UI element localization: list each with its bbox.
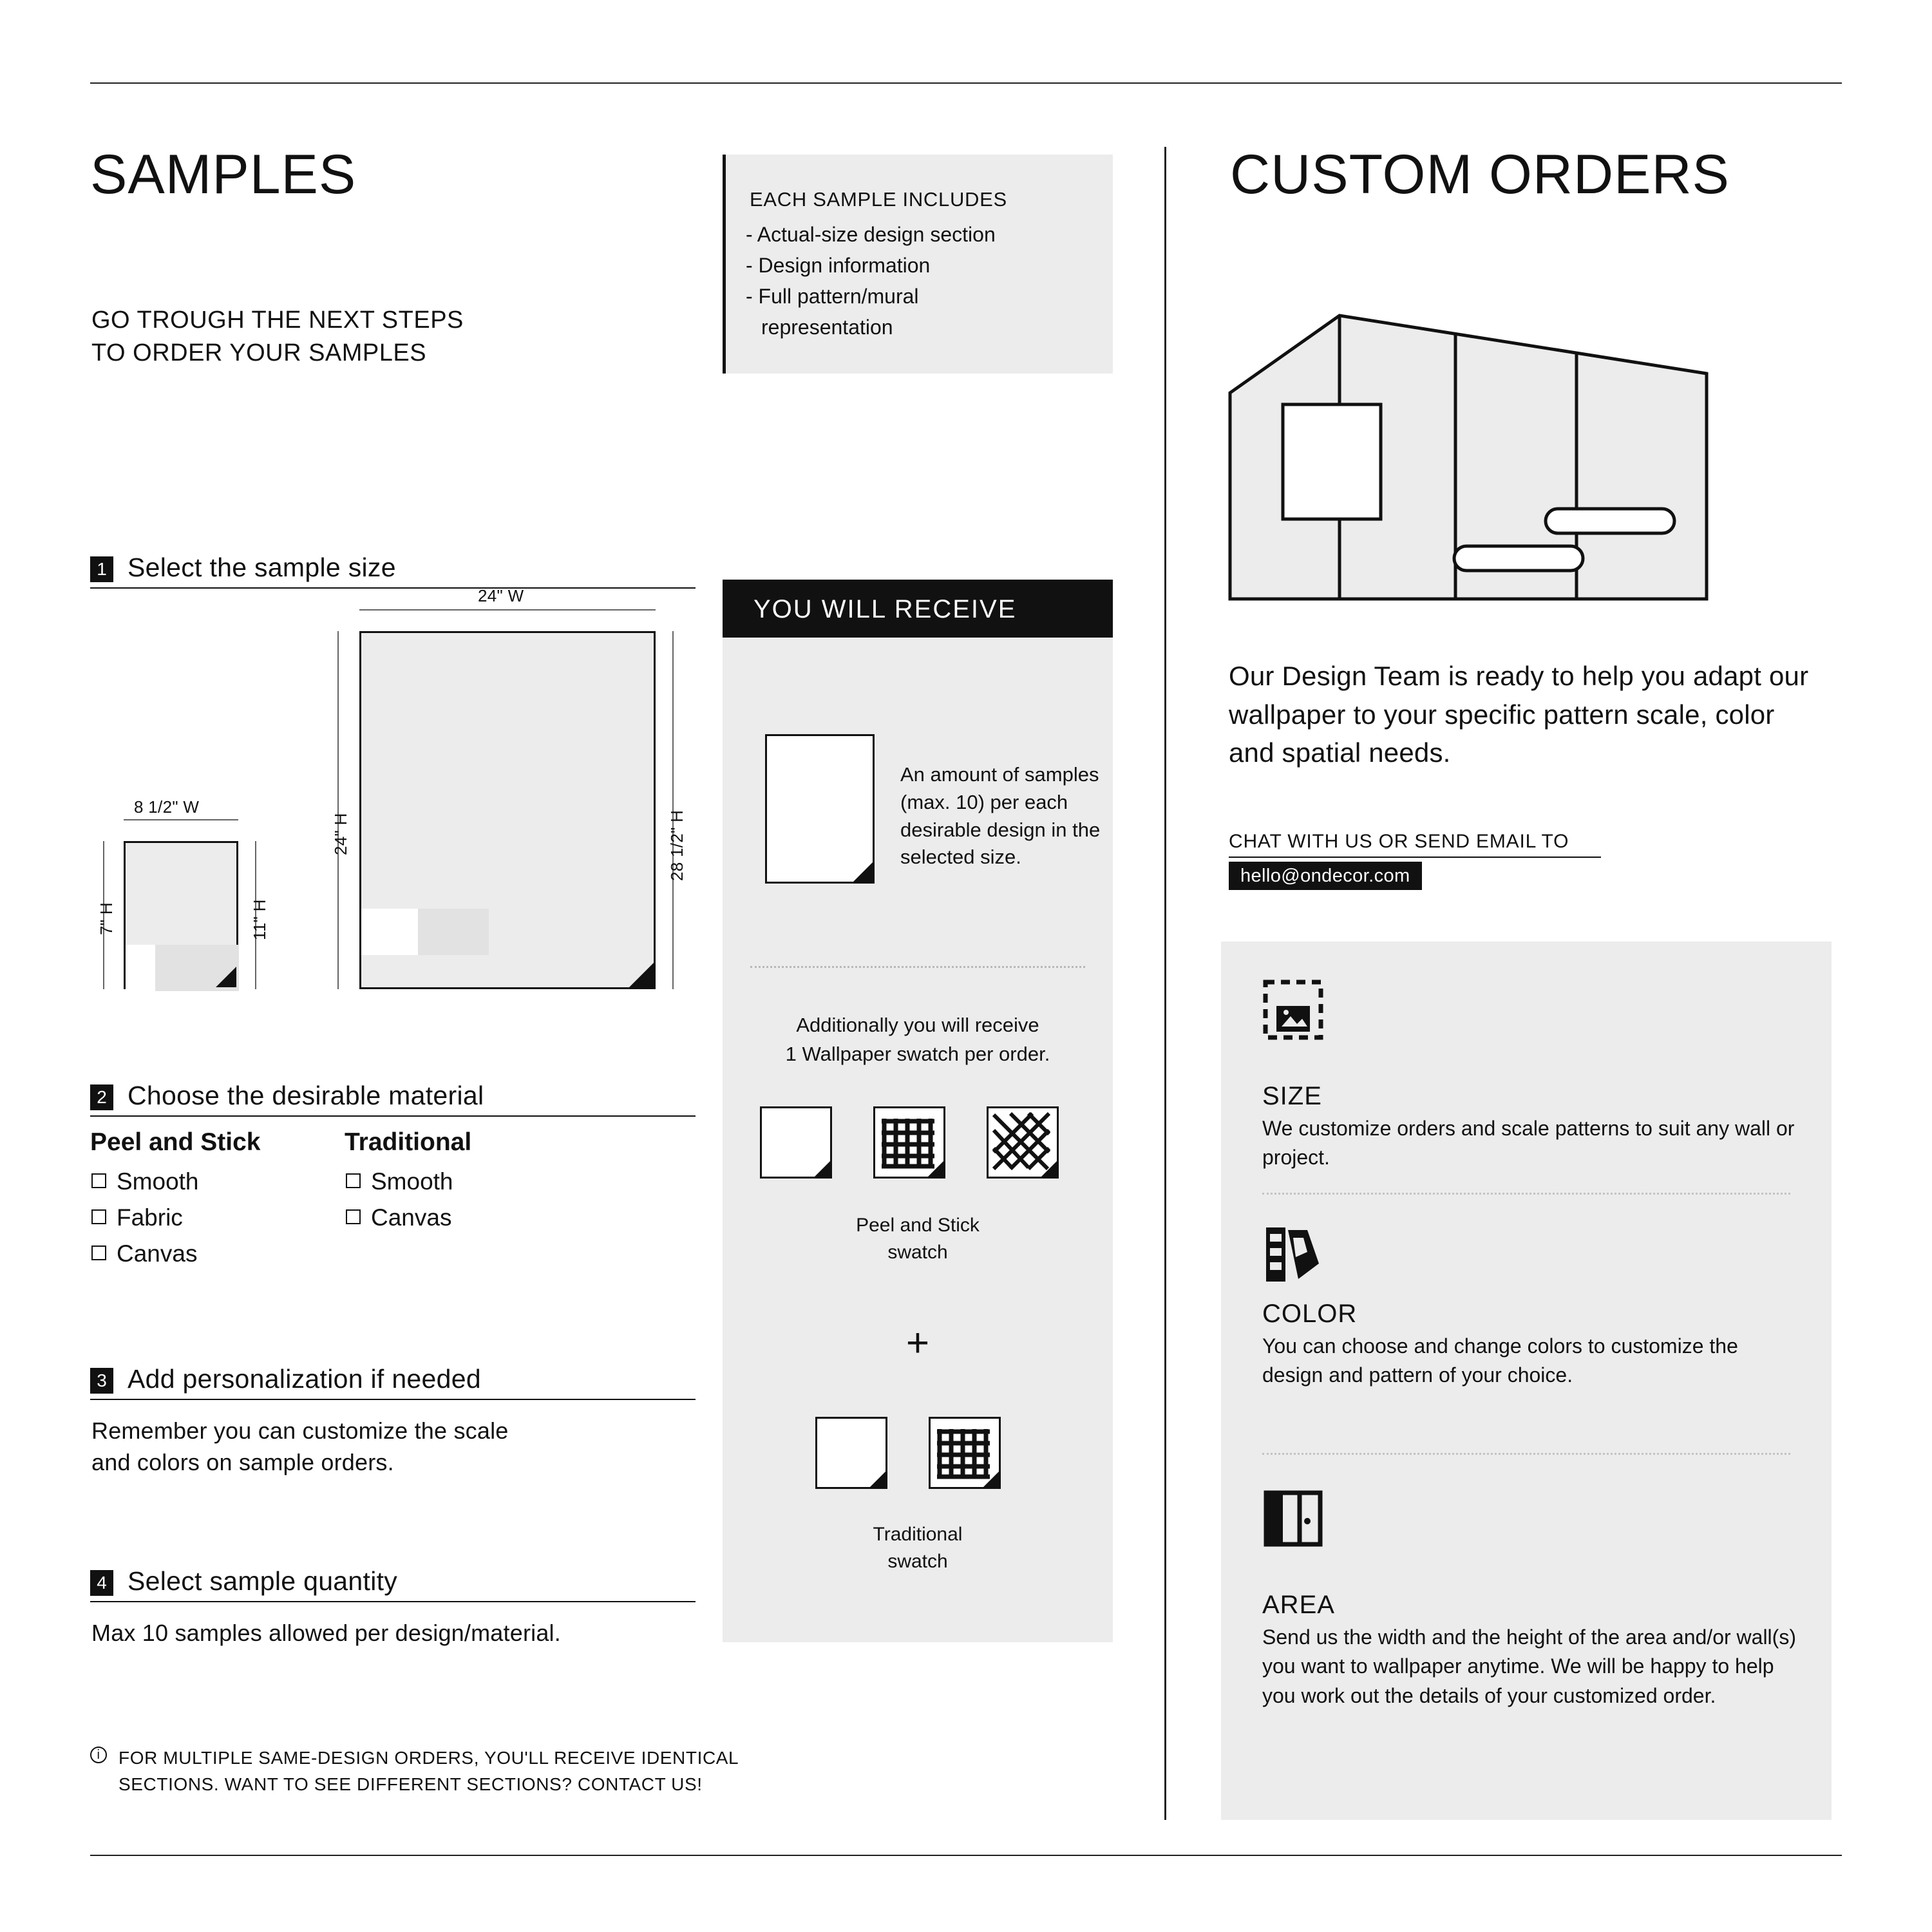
footnote [90,1745,739,1797]
info-icon: i [90,1747,107,1763]
large-height-left-dimline [337,631,339,989]
sheet-corner-fold [853,862,873,882]
feature-divider-1 [1262,1193,1790,1195]
feature-size-body: We customize orders and scale patterns to suit any wall or project. [1262,1117,1795,1170]
small-corner-fold [216,967,236,987]
checkbox-box[interactable] [91,1245,106,1260]
additional-swatch-note [723,1011,1113,1069]
image-frame-icon [1262,979,1324,1041]
receive-divider [750,966,1085,968]
checkbox-box[interactable] [346,1173,361,1188]
swatch-grid-traditional [929,1417,1001,1489]
list-item: - Design information [746,254,931,277]
plus-symbol: + [905,1321,930,1365]
footnote-line1: FOR MULTIPLE SAME-DESIGN ORDERS, YOU'LL RECEIVE IDENTICAL [118,1748,739,1768]
small-height-right-label: 11" H [250,899,269,940]
checkbox-label: Canvas [371,1204,452,1231]
checkbox-peel-canvas[interactable] [91,1240,197,1267]
checkbox-label: Canvas [117,1240,198,1267]
swatch-corner-fold [1041,1161,1057,1177]
checkbox-traditional-smooth[interactable] [346,1168,453,1195]
large-design-section [418,909,489,955]
feature-area-title: AREA [1262,1591,1335,1619]
checkbox-label: Fabric [117,1204,183,1231]
sample-size-large [359,631,656,989]
bottom-divider [90,1855,1842,1856]
color-swatch-fan-icon [1262,1224,1324,1285]
small-height-left-label: 7" H [97,902,116,935]
peel-caption-line1: Peel and Stick [856,1215,980,1236]
step-3-underline [90,1399,696,1400]
samples-lead-line2: TO ORDER YOUR SAMPLES [91,339,427,367]
large-width-label: 24" W [478,586,524,605]
step-1-number: 1 [90,556,113,582]
step-1-underline [90,587,696,589]
page-title-samples: SAMPLES [90,144,357,205]
email-link[interactable]: hello@ondecor.com [1229,862,1422,890]
checkbox-peel-smooth[interactable] [91,1168,199,1195]
checkbox-box[interactable] [91,1209,106,1224]
chat-label: CHAT WITH US OR SEND EMAIL TO [1229,831,1569,852]
each-sample-includes-panel [723,155,1113,374]
checkbox-label: Smooth [117,1168,199,1195]
swatch-corner-fold [870,1472,886,1487]
swatch-plain-traditional [815,1417,887,1489]
samples-lead-line1: GO TROUGH THE NEXT STEPS [91,307,464,334]
you-will-receive-title: YOU WILL RECEIVE [753,595,1017,623]
includes-accent-bar [723,155,726,374]
additional-line1: Additionally you will receive [796,1014,1039,1036]
step-4-label: Select sample quantity [128,1566,398,1596]
step-3-label: Add personalization if needed [128,1364,481,1394]
checkbox-traditional-canvas[interactable] [346,1204,451,1231]
large-height-right-label: 28 1/2" H [667,810,687,881]
step-2-label: Choose the desirable material [128,1081,484,1110]
additional-line2: 1 Wallpaper swatch per order. [785,1042,1050,1065]
column-divider [1164,147,1166,1820]
small-width-label: 8 1/2" W [134,797,200,817]
list-item: - Actual-size design section [746,223,996,246]
checkbox-peel-fabric[interactable] [91,1204,183,1231]
large-height-left-label: 24" H [331,813,350,855]
trad-caption-line2: swatch [887,1551,948,1572]
checkbox-box[interactable] [91,1173,106,1188]
includes-title: EACH SAMPLE INCLUDES [750,188,1007,211]
feature-color-title: COLOR [1262,1300,1358,1328]
material-col-peel-title: Peel and Stick [90,1128,261,1156]
step-4-underline [90,1601,696,1602]
large-white-block [361,909,418,955]
trad-caption-line1: Traditional [873,1524,963,1545]
swatch-plain-peel [760,1106,832,1179]
sample-sheet-description: An amount of samples (max. 10) per each desirable design in the selected size. [900,763,1101,869]
top-divider [90,82,1842,84]
swatch-corner-fold [815,1161,830,1177]
step-3-body-line1: Remember you can customize the scale [91,1417,509,1444]
step-3-body [91,1416,697,1478]
you-will-receive-header [723,580,1113,638]
checkbox-label: Smooth [371,1168,453,1195]
sample-size-small [124,841,238,989]
includes-list [746,219,996,343]
step-4-number: 4 [90,1570,113,1596]
list-item: - Full pattern/mural [746,285,919,308]
list-item: representation [761,316,893,339]
swatch-grid-peel [873,1106,945,1179]
swatch-corner-fold [983,1472,999,1487]
feature-area-body: Send us the width and the height of the area and/or wall(s) you want to wallpaper anytime. We will be happy to help you work out the details of your customized order. [1262,1625,1796,1707]
chat-underline [1229,857,1601,858]
footnote-line2: SECTIONS. WANT TO SEE DIFFERENT SECTIONS? CONTACT US! [118,1774,703,1794]
room-wallpaper-illustration [1224,303,1713,612]
large-width-dimline [359,609,656,611]
samples-lead [91,304,464,370]
swatch-corner-fold [928,1161,943,1177]
page-title-custom-orders: CUSTOM ORDERS [1230,144,1730,205]
step-4-body: Max 10 samples allowed per design/material. [91,1620,561,1646]
checkbox-box[interactable] [346,1209,361,1224]
wall-panels-icon [1262,1488,1324,1549]
swatch-diagonal-peel [987,1106,1059,1179]
small-width-dimline [124,819,238,820]
feature-divider-2 [1262,1453,1790,1455]
traditional-swatch-caption [723,1521,1113,1575]
small-white-block [126,945,155,991]
sample-sheet-icon [765,734,875,884]
peel-caption-line2: swatch [887,1242,948,1263]
step-2-underline [90,1115,696,1117]
custom-orders-lead: Our Design Team is ready to help you adapt our wallpaper to your specific pattern scale, color and spatial needs. [1229,661,1809,768]
step-3-number: 3 [90,1368,113,1394]
step-1-label: Select the sample size [128,553,396,582]
large-corner-fold [629,963,654,987]
material-col-traditional-title: Traditional [345,1128,472,1156]
peel-swatch-caption [723,1212,1113,1266]
feature-color-body: You can choose and change colors to customize the design and pattern of your choice. [1262,1334,1738,1387]
feature-size-title: SIZE [1262,1082,1322,1110]
step-2-number: 2 [90,1084,113,1110]
step-3-body-line2: and colors on sample orders. [91,1448,394,1475]
